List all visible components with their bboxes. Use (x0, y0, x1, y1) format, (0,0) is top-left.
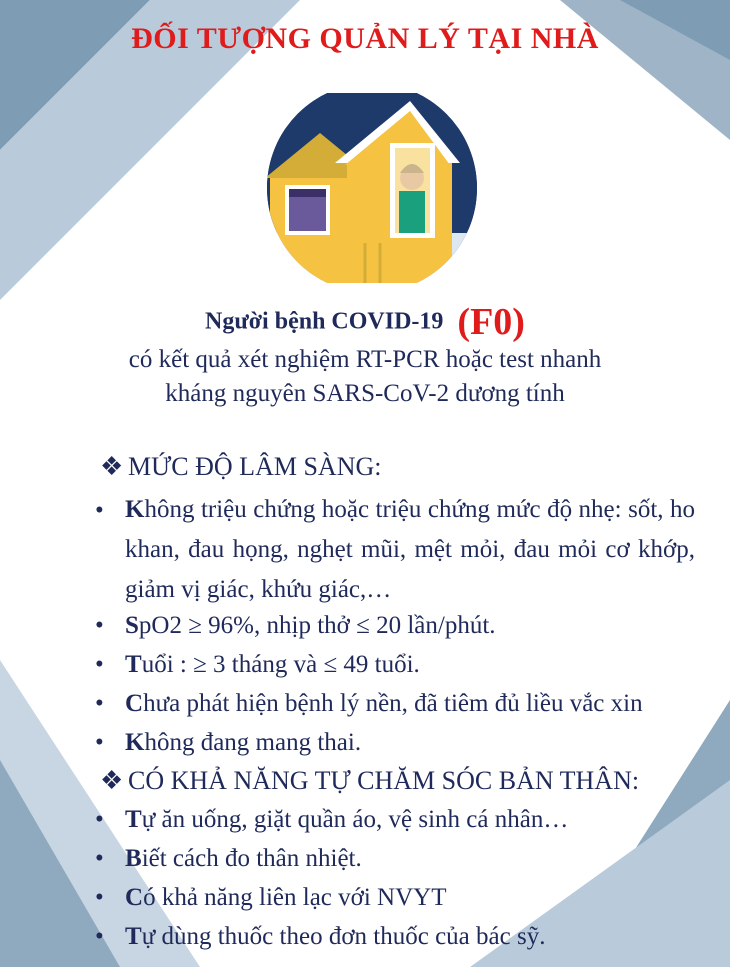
page-title: ĐỐI TƯỢNG QUẢN LÝ TẠI NHÀ (131, 22, 599, 55)
house-with-person-icon (265, 93, 480, 283)
section-heading-clinical (100, 452, 381, 482)
diamond-bullet-icon: ❖ (100, 452, 124, 481)
item-text: iết cách đo thân nhiệt. (141, 845, 362, 872)
item-initial: B (125, 845, 142, 872)
item-initial: K (125, 729, 145, 756)
item-initial: C (125, 884, 144, 911)
patient-description-line1: có kết quả xét nghiệm RT-PCR hoặc test nhanh (128, 346, 602, 373)
item-text: hưa phát hiện bệnh lý nền, đã tiêm đủ liều vắc xin (143, 690, 643, 717)
bullet-icon: • (95, 612, 104, 639)
item-initial: T (125, 923, 142, 950)
patient-label: Người bệnh COVID-19 (205, 308, 444, 335)
section-heading-text: CÓ KHẢ NĂNG TỰ CHĂM SÓC BẢN THÂN: (128, 766, 640, 795)
bullet-icon: • (95, 729, 104, 756)
section-heading-text: MỨC ĐỘ LÂM SÀNG: (128, 452, 382, 481)
diamond-bullet-icon: ❖ (100, 766, 124, 795)
patient-code: (F0) (457, 301, 525, 343)
item-text: ự ăn uống, giặt quần áo, vệ sinh cá nhân… (141, 806, 569, 833)
patient-heading (0, 300, 730, 344)
patient-description-line2: kháng nguyên SARS-CoV-2 dương tính (165, 380, 565, 407)
section-heading-self-care (100, 766, 639, 796)
item-text: pO2 ≥ 96%, nhịp thở ≤ 20 lần/phút. (138, 612, 496, 639)
item-text: uổi : ≥ 3 tháng và ≤ 49 tuổi. (141, 651, 420, 678)
item-initial: K (125, 496, 145, 523)
bullet-icon: • (95, 651, 104, 678)
bullet-icon: • (95, 497, 104, 524)
item-text: ó khả năng liên lạc với NVYT (143, 884, 447, 911)
bullet-icon: • (95, 806, 104, 833)
item-text: hông đang mang thai. (144, 729, 362, 756)
bullet-icon: • (95, 923, 104, 950)
item-initial: S (125, 612, 139, 639)
bullet-icon: • (95, 845, 104, 872)
item-initial: T (125, 806, 142, 833)
bullet-icon: • (95, 690, 104, 717)
bullet-icon: • (95, 884, 104, 911)
item-initial: T (125, 651, 142, 678)
item-text: ự dùng thuốc theo đơn thuốc của bác sỹ. (141, 923, 546, 950)
item-initial: C (125, 690, 144, 717)
item-text: hông triệu chứng hoặc triệu chứng mức độ nhẹ: sốt, ho khan, đau họng, nghẹt mũi, mệt mỏi, đau mỏi cơ khớp, giảm vị giác, khứu giác,… (125, 496, 695, 603)
list-item (125, 490, 695, 610)
